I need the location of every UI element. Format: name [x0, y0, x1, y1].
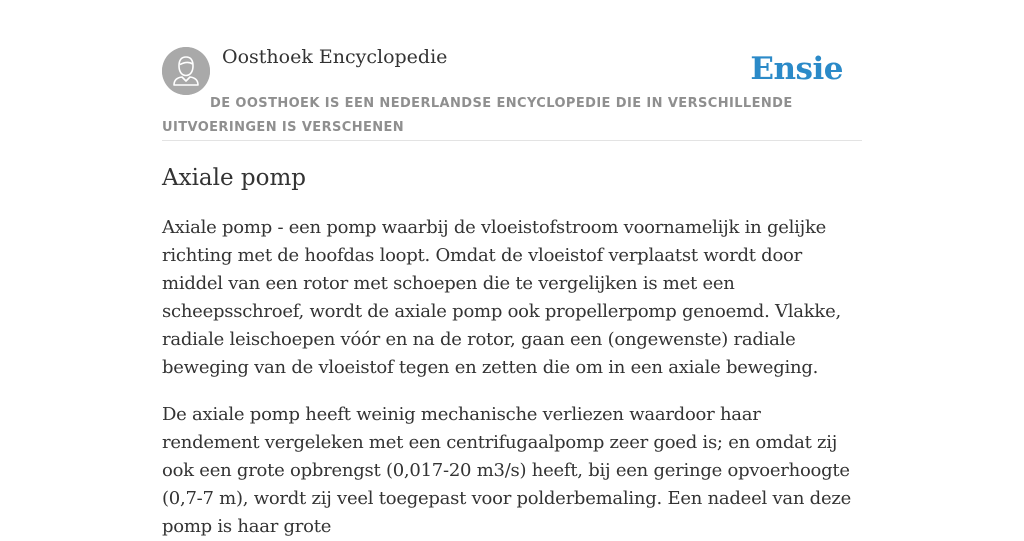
- source-header: [162, 40, 862, 141]
- source-name-link[interactable]: Oosthoek Encyclopedie: [222, 46, 448, 68]
- article: [162, 160, 862, 541]
- ensie-logo[interactable]: Ensie: [750, 51, 843, 87]
- source-tagline: DE OOSTHOEK IS EEN NEDERLANDSE ENCYCLOPEDIE DIE IN VERSCHILLENDE UITVOERINGEN IS VERSCHENEN: [162, 96, 793, 135]
- article-paragraph: De axiale pomp heeft weinig mechanische verliezen waardoor haar rendement vergeleken met een centrifugaalpomp zeer goed is; en omdat zij ook een grote opbrengst (0,017-20 m3/s) heeft, bij een geringe opvoerhoogte (0,7-7 m), wordt zij veel toegepast voor polderbemaling. Een nadeel van deze pomp is haar grote: [162, 404, 851, 537]
- user-placeholder-icon[interactable]: [162, 47, 210, 95]
- article-title: Axiale pomp: [162, 165, 307, 191]
- article-paragraph: Axiale pomp - een pomp waarbij de vloeistofstroom voornamelijk in gelijke richting met de hoofdas loopt. Omdat de vloeistof verplaatst wordt door middel van een rotor met schoepen die te vergelijken is met een scheepsschroef, wordt de axiale pomp ook propellerpomp genoemd. Vlakke, radiale leischoepen vóór en na de rotor, gaan een (ongewenste) radiale beweging van de vloeistof tegen en zetten die om in een axiale beweging.: [162, 217, 841, 378]
